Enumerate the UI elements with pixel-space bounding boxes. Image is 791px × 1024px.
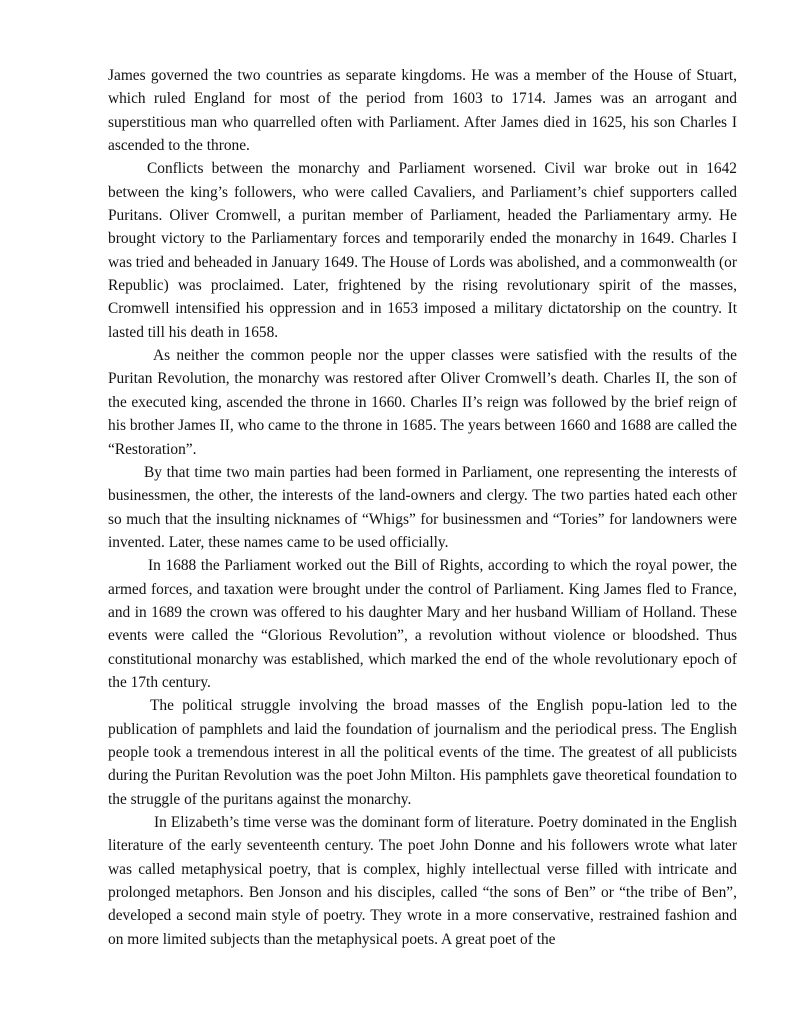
paragraph-civil-war: Conflicts between the monarchy and Parliament worsened. Civil war broke out in 1642 between the king’s followers, who were called Cavaliers, and Parliament’s chief supporters called Puritans. Oliver Cromwell, a puritan member of Parliament, headed the Parliamentary army. He brought victory to the Parliamentary forces and temporarily ended the monarchy in 1649. Charles I was tried and beheaded in January 1649. The House of Lords was abolished, and a commonwealth (or Republic) was proclaimed. Later, frightened by the rising revolutionary spirit of the masses, Cromwell intensified his oppression and in 1653 imposed a military dictatorship on the country. It lasted till his death in 1658. bbox=[108, 160, 737, 341]
paragraph-political-struggle: The political struggle involving the broad masses of the English popu-lation led to the publication of pamphlets and laid the foundation of journalism and the periodical press. The English people took a tremendous interest in all the political events of the time. The greatest of all publicists during the Puritan Revolution was the poet John Milton. His pamphlets gave theoretical foundation to the struggle of the puritans against the monarchy. bbox=[108, 697, 737, 808]
paragraph-james-stuart: James governed the two countries as separate kingdoms. He was a member of the House of Stuart, which ruled England for most of the period from 1603 to 1714. James was an arrogant and superstitious man who quarrelled often with Parliament. After James died in 1625, his son Charles I ascended to the throne. bbox=[108, 67, 737, 155]
paragraph-glorious-revolution: In 1688 the Parliament worked out the Bill of Rights, according to which the royal power, the armed forces, and taxation were brought under the control of Parliament. King James fled to France, and in 1689 the crown was offered to his daughter Mary and her husband William of Holland. These events were called the “Glorious Revolution”, a revolution without violence or bloodshed. Thus constitutional monarchy was established, which marked the end of the whole revolutionary epoch of the 17th century. bbox=[108, 557, 737, 691]
paragraph-poetry: In Elizabeth’s time verse was the dominant form of literature. Poetry dominated in the English literature of the early seventeenth century. The poet John Donne and his followers wrote what later was called metaphysical poetry, that is complex, highly intellectual verse filled with intricate and prolonged metaphors. Ben Jonson and his disciples, called “the sons of Ben” or “the tribe of Ben”, developed a second main style of poetry. They wrote in a more conservative, restrained fashion and on more limited subjects than the metaphysical poets. A great poet of the bbox=[108, 814, 737, 948]
paragraph-restoration: As neither the common people nor the upper classes were satisfied with the results of the Puritan Revolution, the monarchy was restored after Oliver Cromwell’s death. Charles II, the son of the executed king, ascended the throne in 1660. Charles II’s reign was followed by the brief reign of his brother James II, who came to the throne in 1685. The years between 1660 and 1688 are called the “Restoration”. bbox=[108, 347, 737, 458]
document-body bbox=[108, 64, 737, 951]
paragraph-whigs-tories: By that time two main parties had been formed in Parliament, one representing the interests of businessmen, the other, the interests of the land-owners and clergy. The two parties hated each other so much that the insulting nicknames of “Whigs” for businessmen and “Tories” for landowners were invented. Later, these names came to be used officially. bbox=[108, 463, 737, 551]
